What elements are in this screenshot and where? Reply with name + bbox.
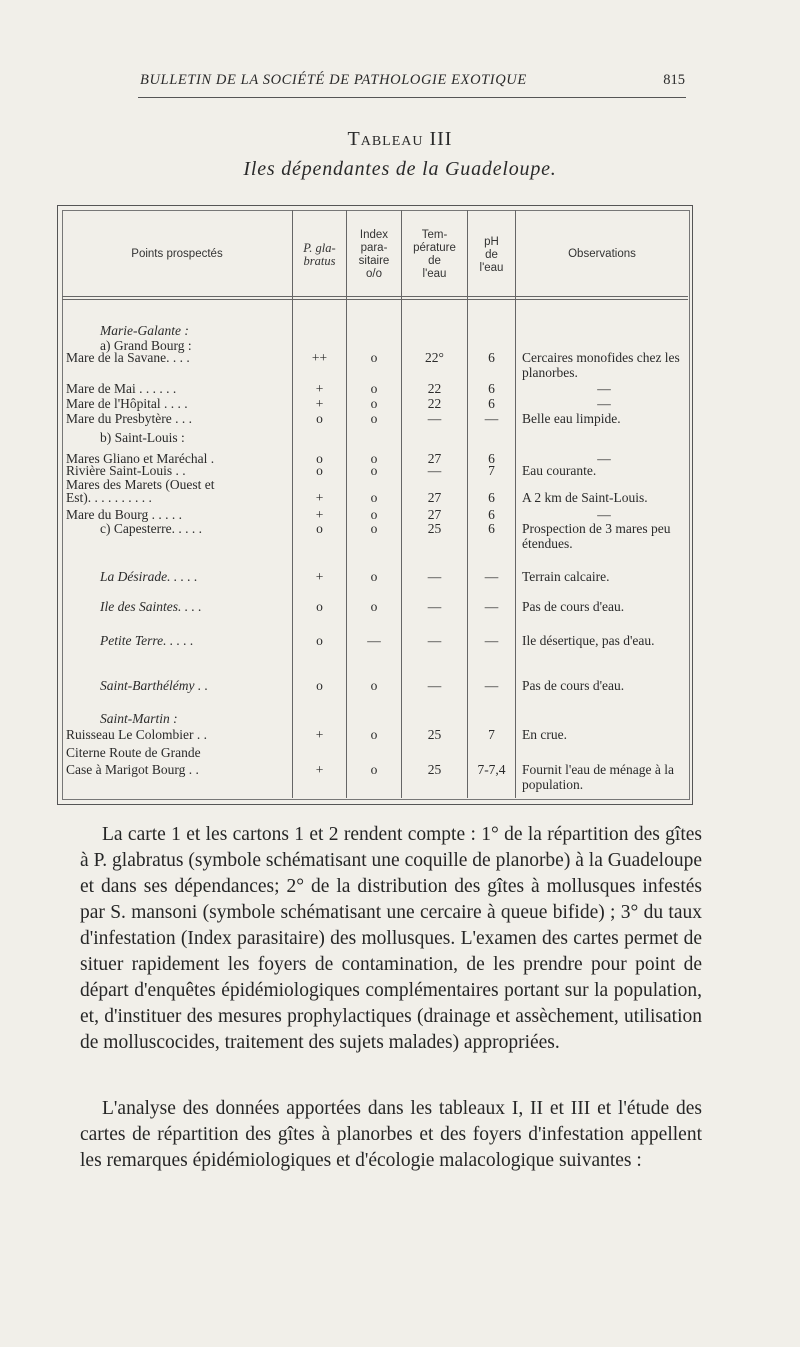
cell-glabratus: +	[315, 727, 324, 742]
table-title: Tableau III	[347, 128, 453, 150]
cell-ph: 6	[488, 381, 495, 396]
cell-temp: —	[427, 599, 442, 614]
cell-temp: 25	[427, 521, 442, 536]
row-label: Mare de la Savane. . . .	[66, 350, 190, 365]
table-subtitle: Iles dépendantes de la Guadeloupe.	[243, 158, 557, 180]
cell-observations: —	[597, 451, 611, 466]
cell-ph: —	[484, 633, 499, 648]
cell-glabratus: +	[315, 569, 324, 584]
row-label: b) Saint-Louis :	[100, 430, 185, 445]
cell-ph: 6	[488, 396, 495, 411]
cell-glabratus: o	[316, 463, 323, 478]
header-index-3: sitaire	[358, 255, 390, 267]
cell-ph: —	[484, 599, 499, 614]
row-label: Marie-Galante :	[100, 323, 189, 338]
row-label: Petite Terre. . . . .	[100, 633, 194, 648]
cell-glabratus: o	[316, 633, 323, 648]
cell-glabratus: o	[316, 678, 323, 693]
cell-observations: Prospection de 3 mares peu étendues.	[522, 521, 671, 551]
cell-ph: 6	[488, 490, 495, 505]
cell-index: o	[370, 678, 378, 693]
cell-ph: 6	[488, 507, 495, 522]
cell-index: —	[367, 633, 381, 648]
header-index-2: para-	[360, 242, 388, 254]
cell-index: o	[370, 411, 378, 426]
header-temp-3: de	[428, 255, 441, 267]
cell-temp: —	[427, 569, 442, 584]
cell-ph: 6	[488, 350, 495, 365]
row-label: Rivière Saint-Louis . .	[66, 463, 186, 478]
header-glabratus-2: bratus	[303, 254, 336, 268]
cell-observations: Pas de cours d'eau.	[522, 678, 625, 693]
cell-index: o	[370, 463, 378, 478]
header-index-1: Index	[359, 229, 389, 241]
header-index-4: o/o	[366, 268, 382, 280]
cell-temp: 27	[427, 490, 442, 505]
row-label: La Désirade. . . . .	[100, 569, 198, 584]
cell-observations: Ile désertique, pas d'eau.	[522, 633, 655, 648]
header-glabratus-1: P. gla-	[303, 241, 336, 255]
cell-ph: 7	[488, 463, 495, 478]
row-label: Ile des Saintes. . . .	[100, 599, 202, 614]
row-label: Saint-Barthélémy . .	[100, 678, 208, 693]
row-label: Mares Gliano et Maréchal .	[66, 451, 215, 466]
cell-temp: 27	[427, 507, 442, 522]
row-label: a) Grand Bourg :	[100, 338, 192, 353]
cell-glabratus: o	[316, 599, 323, 614]
cell-observations: —	[597, 381, 611, 396]
cell-glabratus: +	[315, 762, 324, 777]
cell-observations: A 2 km de Saint-Louis.	[522, 490, 648, 505]
header-ph-1: pH	[484, 236, 499, 248]
row-label: Mare du Bourg . . . . .	[66, 507, 182, 522]
running-title: BULLETIN DE LA SOCIÉTÉ DE PATHOLOGIE EXOTIQUE	[140, 72, 527, 88]
cell-glabratus: +	[315, 507, 324, 522]
row-label: Saint-Martin :	[100, 711, 178, 726]
row-label: Case à Marigot Bourg . .	[66, 762, 199, 777]
cell-temp: 22°	[425, 350, 444, 365]
cell-ph: 6	[488, 451, 495, 466]
cell-glabratus: +	[315, 490, 324, 505]
cell-ph: 6	[488, 521, 495, 536]
cell-glabratus: +	[315, 396, 324, 411]
row-label: Est). . . . . . . . . .	[66, 490, 152, 505]
cell-index: o	[370, 350, 378, 365]
header-points: Points prospectés	[131, 248, 223, 260]
cell-temp: 25	[427, 727, 442, 742]
row-label: Ruisseau Le Colombier . .	[66, 727, 207, 742]
paragraph-2: L'analyse des données apportées dans les tableaux I, II et III et l'étude des cartes de répartition des gîtes à planorbes et des foyers d'infestation appellent les remarques épidémiologiques et d'écologie malacologique suivantes :	[80, 1098, 702, 1171]
cell-index: o	[370, 507, 378, 522]
cell-index: o	[370, 396, 378, 411]
row-label: c) Capesterre. . . . .	[100, 521, 202, 536]
page-number: 815	[663, 72, 685, 88]
cell-ph: —	[484, 569, 499, 584]
cell-glabratus: o	[316, 521, 323, 536]
cell-index: o	[370, 490, 378, 505]
cell-index: o	[370, 451, 378, 466]
cell-glabratus: +	[315, 381, 324, 396]
header-ph-3: l'eau	[479, 262, 504, 274]
cell-temp: 22	[427, 381, 442, 396]
cell-temp: 25	[427, 762, 442, 777]
cell-ph: —	[484, 411, 499, 426]
cell-glabratus: o	[316, 451, 323, 466]
header-rule	[138, 97, 686, 98]
cell-ph: 7	[488, 727, 495, 742]
header-temp-2: pérature	[413, 242, 456, 254]
cell-index: o	[370, 762, 378, 777]
cell-observations: —	[597, 507, 611, 522]
cell-index: o	[370, 727, 378, 742]
cell-temp: —	[427, 633, 442, 648]
cell-temp: —	[427, 411, 442, 426]
cell-glabratus: ++	[311, 350, 328, 365]
cell-observations: Fournit l'eau de ménage à la population.	[522, 762, 675, 792]
running-header	[140, 70, 685, 94]
header-divider	[62, 299, 688, 300]
cell-temp: —	[427, 678, 442, 693]
header-observations: Observations	[568, 248, 636, 260]
cell-observations: Belle eau limpide.	[522, 411, 621, 426]
cell-observations: —	[597, 396, 611, 411]
cell-temp: 22	[427, 396, 442, 411]
cell-observations: Cercaires monofides chez les planorbes.	[522, 350, 680, 380]
row-label: Mare du Presbytère . . .	[66, 411, 192, 426]
row-label: Citerne Route de Grande	[66, 745, 201, 760]
cell-glabratus: o	[316, 411, 323, 426]
cell-index: o	[370, 569, 378, 584]
header-temp-4: l'eau	[422, 268, 447, 280]
cell-ph: —	[484, 678, 499, 693]
cell-temp: 27	[427, 451, 442, 466]
cell-observations: Eau courante.	[522, 463, 597, 478]
header-divider	[62, 296, 688, 297]
cell-observations: Terrain calcaire.	[522, 569, 610, 584]
cell-observations: En crue.	[522, 727, 567, 742]
cell-index: o	[370, 521, 378, 536]
cell-index: o	[370, 599, 378, 614]
row-label: Mare de Mai . . . . . .	[66, 381, 177, 396]
row-label: Mares des Marets (Ouest et	[66, 477, 215, 492]
row-label: Mare de l'Hôpital . . . .	[66, 396, 188, 411]
cell-temp: —	[427, 463, 442, 478]
header-temp-1: Tem-	[421, 229, 448, 241]
paragraph-1: La carte 1 et les cartons 1 et 2 rendent compte : 1° de la répartition des gîtes à P. glabratus (symbole schématisant une coquille de planorbe) à la Guadeloupe et dans ses dépendances; 2° de la distribution des gîtes à mollusques infestés par S. mansoni (symbole schématisant une cercaire à queue bifide) ; 3° du taux d'infestation (Index parasitaire) des mollusques. L'examen des cartes permet de situer rapidement les foyers de contamination, de les prendre pour point de départ d'enquêtes épidémiologiques complémentaires portant sur la population, et, d'instituer des mesures prophylactiques (drainage et assèchement, utilisation de molluscocides, traitement des sujets malades) appropriées.	[80, 824, 702, 1053]
header-ph-2: de	[485, 249, 498, 261]
cell-index: o	[370, 381, 378, 396]
cell-ph: 7-7,4	[477, 762, 506, 777]
cell-observations: Pas de cours d'eau.	[522, 599, 625, 614]
